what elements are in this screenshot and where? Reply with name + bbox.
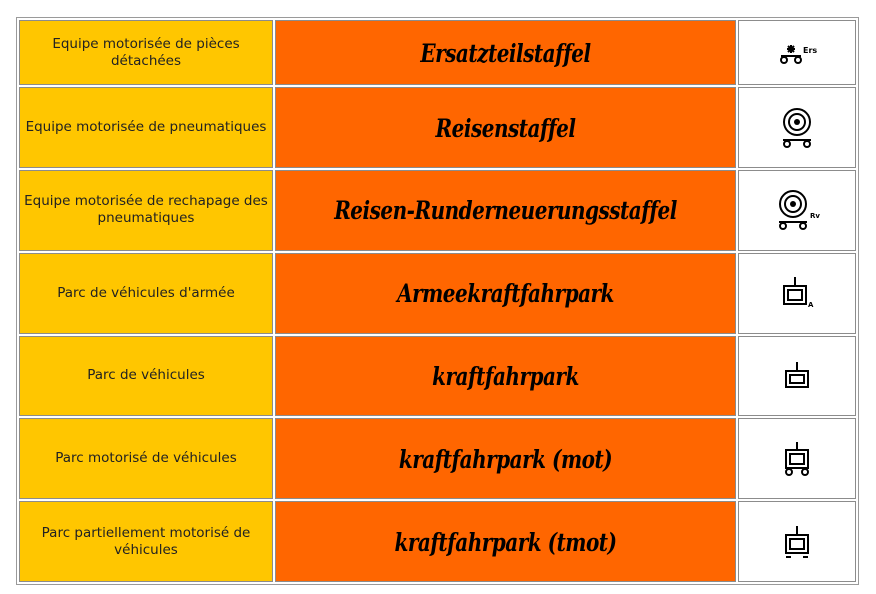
symbol-cell [738, 336, 856, 417]
german-name-cell [275, 501, 736, 582]
german-name-cell [275, 336, 736, 417]
symbol-cell [738, 87, 856, 168]
french-name-cell: Parc motorisé de véhicules [19, 418, 273, 499]
german-name-cell [275, 418, 736, 499]
german-name: Armeekraftfahrpark [397, 278, 614, 309]
partially-motorized-vehicle-park-symbol [767, 517, 827, 567]
french-name-cell: Equipe motorisée de pneumatiques [19, 87, 273, 168]
symbol-cell [738, 20, 856, 85]
table-row [19, 501, 856, 582]
table-row [19, 20, 856, 85]
spare-parts-echelon-symbol [767, 33, 827, 73]
german-name-cell [275, 20, 736, 85]
symbol-label: Rv [810, 212, 820, 221]
french-name-cell: Parc de véhicules [19, 336, 273, 417]
units-table [17, 18, 858, 584]
french-name-cell: Parc partiellement motorisé de véhicules [19, 501, 273, 582]
french-name-cell: Equipe motorisée de rechapage des pneumatiques [19, 170, 273, 251]
german-name: kraftfahrpark (tmot) [394, 526, 617, 557]
german-name: Reisen-Runderneuerungsstaffel [334, 195, 677, 226]
symbol-cell [738, 253, 856, 334]
table-row [19, 253, 856, 334]
units-table-frame [16, 17, 859, 585]
table-row [19, 418, 856, 499]
table-row [19, 87, 856, 168]
french-name-cell: Parc de véhicules d'armée [19, 253, 273, 334]
german-name: Ersatzteilstaffel [420, 37, 591, 68]
symbol-label: Ers [803, 45, 818, 55]
table-row [19, 336, 856, 417]
french-name-cell: Equipe motorisée de pièces détachées [19, 20, 273, 85]
german-name: Reisenstaffel [435, 112, 576, 143]
german-name: kraftfahrpark (mot) [398, 443, 613, 474]
symbol-label: A [808, 301, 814, 310]
table-row [19, 170, 856, 251]
german-name-cell [275, 87, 736, 168]
german-name: kraftfahrpark [432, 360, 579, 391]
symbol-cell [738, 418, 856, 499]
german-name-cell [275, 170, 736, 251]
army-vehicle-park-symbol [767, 268, 827, 318]
tyre-retreading-echelon-symbol [767, 185, 827, 235]
symbol-cell [738, 501, 856, 582]
symbol-cell [738, 170, 856, 251]
tyre-echelon-symbol [767, 103, 827, 153]
vehicle-park-symbol [767, 351, 827, 401]
motorized-vehicle-park-symbol [767, 434, 827, 484]
german-name-cell [275, 253, 736, 334]
